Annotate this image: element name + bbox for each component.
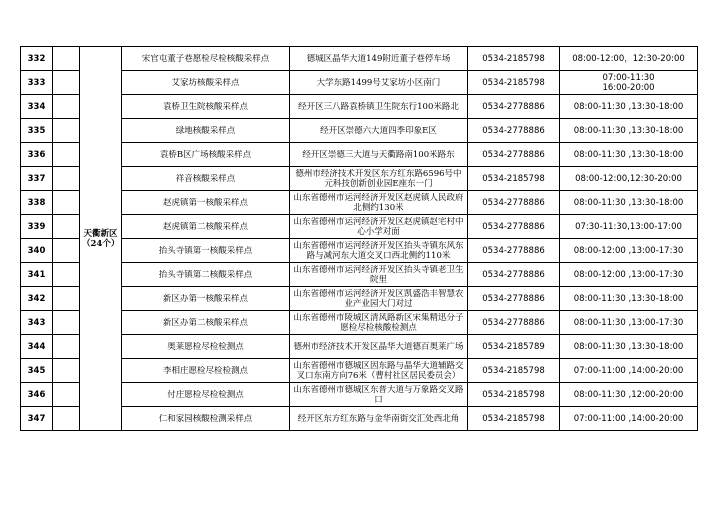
table-row — [21, 383, 698, 407]
site-hours — [560, 263, 698, 287]
table-row — [21, 359, 698, 383]
site-phone: 0534-2185798 — [468, 407, 560, 431]
site-hours — [560, 167, 698, 191]
table-row — [21, 143, 698, 167]
table-row — [21, 335, 698, 359]
blank-cell — [53, 47, 80, 71]
site-address: 山东省德州市运河经济开发区抬头寺镇东风东路与减河东大道交叉口西北侧约110米 — [290, 239, 468, 263]
table-row — [21, 47, 698, 71]
row-number: 333 — [21, 71, 53, 95]
site-phone: 0534-2778886 — [468, 143, 560, 167]
blank-cell — [53, 167, 80, 191]
site-name: 抬头寺镇第二核酸采样点 — [122, 263, 290, 287]
site-address: 山东省德州市运河经济开发区抬头寺镇老卫生院里 — [290, 263, 468, 287]
blank-cell — [53, 383, 80, 407]
site-phone: 0534-2778886 — [468, 191, 560, 215]
site-hours — [560, 383, 698, 407]
site-address: 经开区三八路袁桥镇卫生院东行100米路北 — [290, 95, 468, 119]
hours-line: 08:00-11:30 ,13:30-18:00 — [573, 293, 684, 304]
site-name: 赵虎镇第一核酸采样点 — [122, 191, 290, 215]
site-hours — [560, 71, 698, 95]
row-number: 341 — [21, 263, 53, 287]
site-address: 经开区崇德三大道与天衢路南100米路东 — [290, 143, 468, 167]
table-row — [21, 287, 698, 311]
blank-cell — [53, 287, 80, 311]
site-phone: 0534-2778886 — [468, 95, 560, 119]
site-name: 袁桥卫生院核酸采样点 — [122, 95, 290, 119]
site-hours — [560, 191, 698, 215]
row-number: 344 — [21, 335, 53, 359]
row-number: 334 — [21, 95, 53, 119]
site-address: 山东省德州市运河经济开发区赵虎镇赵宅村中心小学对面 — [290, 215, 468, 239]
testing-sites-table — [20, 46, 698, 431]
site-hours — [560, 215, 698, 239]
hours-line: 08:00-11:30 ,12:00-20:00 — [573, 389, 684, 400]
hours-line: 07:30-11:30,13:00-17:00 — [575, 221, 682, 232]
site-name: 抬头寺镇第一核酸采样点 — [122, 239, 290, 263]
blank-cell — [53, 119, 80, 143]
hours-line: 07:00-11:00 ,14:00-20:00 — [573, 365, 684, 376]
table-row — [21, 239, 698, 263]
table-row — [21, 71, 698, 95]
site-name: 赵虎镇第二核酸采样点 — [122, 215, 290, 239]
site-address: 山东省德州市德城区因东路与晶华大道辅路交叉口东南方向76米（曹村社区居民委员会） — [290, 359, 468, 383]
hours-line: 08:00-11:30 ,13:00-17:30 — [573, 317, 684, 328]
hours-line: 08:00-11:30 ,13:30-18:00 — [573, 149, 684, 160]
table-row — [21, 263, 698, 287]
blank-cell — [53, 359, 80, 383]
blank-cell — [53, 239, 80, 263]
site-phone: 0534-2185798 — [468, 167, 560, 191]
blank-cell — [53, 143, 80, 167]
hours-line: 08:00-12:00,12:30-20:00 — [575, 173, 682, 184]
blank-cell — [53, 407, 80, 431]
site-phone: 0534-2778886 — [468, 119, 560, 143]
hours-line: 08:00-11:30 ,13:30-18:00 — [573, 197, 684, 208]
site-phone: 0534-2185798 — [468, 359, 560, 383]
district-count: （24个） — [82, 238, 120, 249]
site-address: 山东省德州市运河经济开发区凯盛浩丰智慧农业产业园大门对过 — [290, 287, 468, 311]
hours-line: 08:00-12:00，12:30-20:00 — [572, 53, 685, 64]
row-number: 342 — [21, 287, 53, 311]
site-address: 德州市经济技术开发区晶华大道德百奥莱广场 — [290, 335, 468, 359]
hours-line: 07:00-11:00 ,14:00-20:00 — [573, 413, 684, 424]
row-number: 340 — [21, 239, 53, 263]
site-address: 山东省德州市德城区东普大道与万象路交叉路口 — [290, 383, 468, 407]
site-name: 绿地核酸采样点 — [122, 119, 290, 143]
site-phone: 0534-2778886 — [468, 311, 560, 335]
hours-line: 08:00-11:30 ,13:30-18:00 — [573, 101, 684, 112]
row-number: 346 — [21, 383, 53, 407]
table-row — [21, 119, 698, 143]
site-name: 新区办第一核酸采样点 — [122, 287, 290, 311]
hours-line: 08:00-11:30 ,13:30-18:00 — [573, 341, 684, 352]
row-number: 347 — [21, 407, 53, 431]
site-address: 山东省德州市陵城区清风路新区宋集精迅分子愿检尽检核酸检测点 — [290, 311, 468, 335]
site-phone: 0534-2185798 — [468, 71, 560, 95]
hours-line: 08:00-12:00 ,13:00-17:30 — [573, 245, 684, 256]
site-address: 经开区崇德六大道四季印象E区 — [290, 119, 468, 143]
row-number: 337 — [21, 167, 53, 191]
site-phone: 0534-2778886 — [468, 239, 560, 263]
site-phone: 0534-2778886 — [468, 287, 560, 311]
table-row — [21, 311, 698, 335]
site-hours — [560, 143, 698, 167]
row-number: 332 — [21, 47, 53, 71]
site-hours — [560, 95, 698, 119]
site-hours — [560, 287, 698, 311]
site-name: 宋官屯董子巷愿检尽检核酸采样点 — [122, 47, 290, 71]
district-name: 天衢新区 — [83, 228, 118, 239]
blank-cell — [53, 311, 80, 335]
site-hours — [560, 407, 698, 431]
table-row — [21, 167, 698, 191]
row-number: 335 — [21, 119, 53, 143]
blank-cell — [53, 71, 80, 95]
site-address: 德城区晶华大道149附近董子巷停车场 — [290, 47, 468, 71]
row-number: 345 — [21, 359, 53, 383]
blank-cell — [53, 215, 80, 239]
table-row — [21, 407, 698, 431]
site-hours — [560, 47, 698, 71]
site-hours — [560, 359, 698, 383]
site-phone: 0534-2778886 — [468, 263, 560, 287]
site-phone: 0534-2185798 — [468, 47, 560, 71]
site-phone: 0534-2778886 — [468, 215, 560, 239]
site-phone: 0534-2185789 — [468, 335, 560, 359]
site-hours — [560, 311, 698, 335]
blank-cell — [53, 95, 80, 119]
site-hours — [560, 239, 698, 263]
row-number: 338 — [21, 191, 53, 215]
row-number: 336 — [21, 143, 53, 167]
site-address: 德州市经济技术开发区东方红东路6596号中元科技创新创业园E座东一门 — [290, 167, 468, 191]
site-hours — [560, 335, 698, 359]
site-hours — [560, 119, 698, 143]
district-cell — [80, 47, 122, 431]
blank-cell — [53, 191, 80, 215]
site-name: 付庄愿检尽检检测点 — [122, 383, 290, 407]
site-name: 李相庄愿检尽检检测点 — [122, 359, 290, 383]
table-row — [21, 95, 698, 119]
table-row — [21, 215, 698, 239]
row-number: 339 — [21, 215, 53, 239]
site-name: 仁和家园核酸检测采样点 — [122, 407, 290, 431]
site-address: 经开区东方红东路与金华南街交汇处西北角 — [290, 407, 468, 431]
site-name: 袁桥B区广场核酸采样点 — [122, 143, 290, 167]
table-row — [21, 191, 698, 215]
site-name: 奥莱愿检尽检检测点 — [122, 335, 290, 359]
site-address: 山东省德州市运河经济开发区赵虎镇人民政府北侧约130米 — [290, 191, 468, 215]
row-number: 343 — [21, 311, 53, 335]
site-name: 新区办第二核酸采样点 — [122, 311, 290, 335]
blank-cell — [53, 335, 80, 359]
hours-line: 16:00-20:00 — [602, 82, 655, 93]
hours-line: 07:00-11:30 — [602, 72, 655, 83]
site-name: 艾家坊核酸采样点 — [122, 71, 290, 95]
site-phone: 0534-2185798 — [468, 383, 560, 407]
site-name: 祥音核酸采样点 — [122, 167, 290, 191]
hours-line: 08:00-11:30 ,13:30-18:00 — [573, 125, 684, 136]
blank-cell — [53, 263, 80, 287]
site-address: 大学东路1499号艾家坊小区南门 — [290, 71, 468, 95]
hours-line: 08:00-12:00 ,13:00-17:30 — [573, 269, 684, 280]
